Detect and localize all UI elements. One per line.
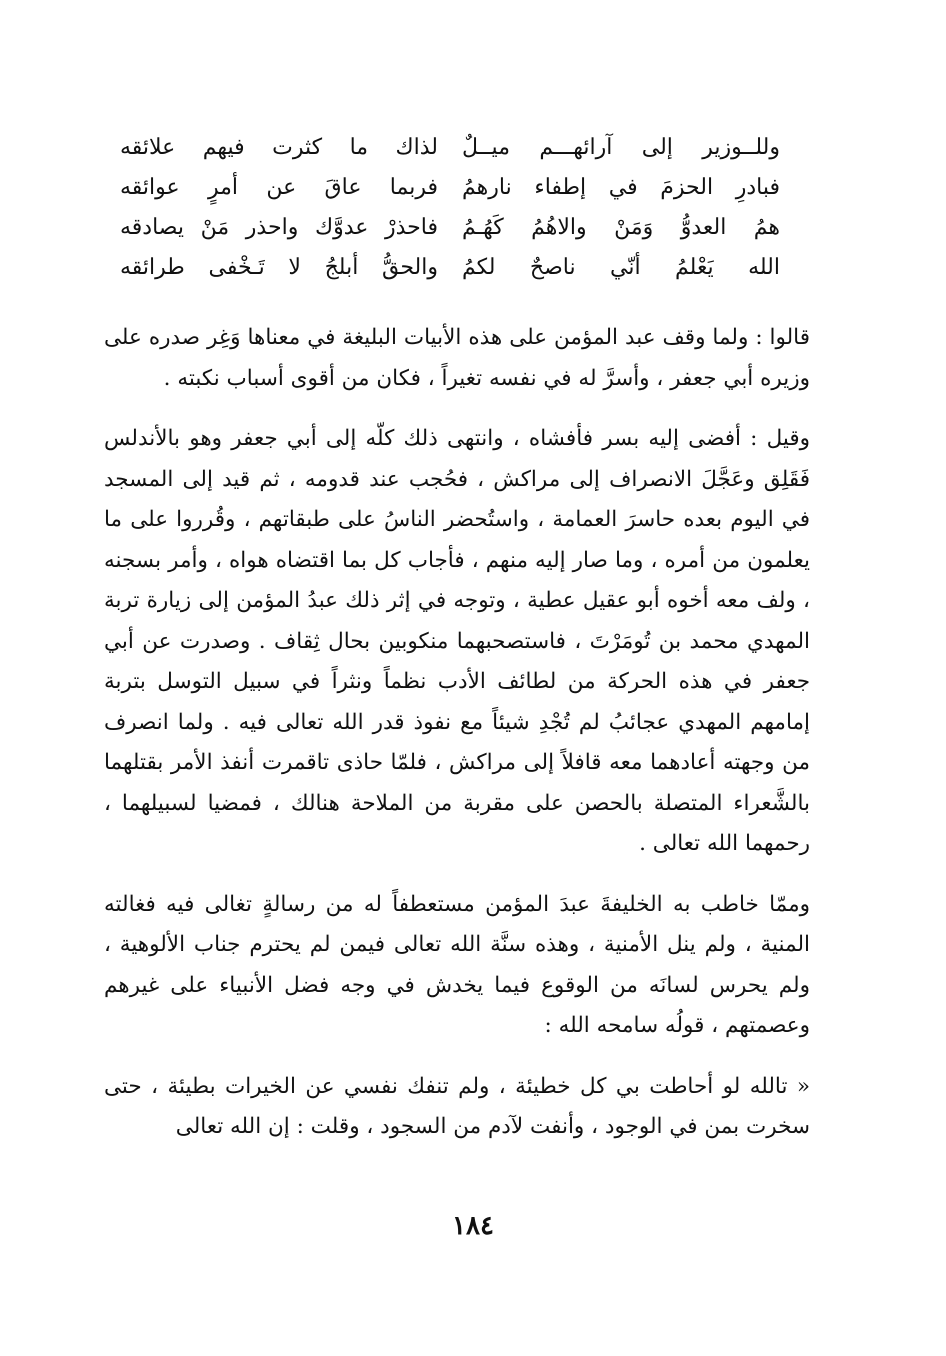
page-number: ١٨٤ xyxy=(452,1211,494,1241)
paragraph: وقيل : أفضى إليه بسر فأفشاه ، وانتهى ذلك كلّه إلى أبي جعفر وهو بالأندلس فَقَلِق وعَجَّلَ الانصراف إلى مراكش ، فحُجب عند قدومه ، ثم قيد إلى المسجد في اليوم بعده حاسرَ العمامة ، واستُحضر الناسُ على طبقاتهم ، وقُرروا على ما يعلمون من أمره ، وما صار إليه منهم ، فأجاب كل بما اقتضاه هواه ، وأمر بسجنه ، ولف معه أخوه أبو عقيل عطية ، وتوجه في إثر ذلك عبدُ المؤمن إلى زيارة تربة المهدي محمد بن تُومَرْتَ ، فاستصحبهما منكوبين بحال ثِقاف . وصدرت عن أبي جعفر في هذه الحركة من لطائف الأدب نظماً ونثراً في سبيل التوسل بتربة إمامهم المهدي عجائبُ لم تُجْدِ شيئاً مع نفوذ قدر الله تعالى فيه . ولما انصرف من وجهته أعادهما معه قافلاً إلى مراكش ، فلمّا حاذى تاقمرت أنفذ الأمر بقتلهما بالشَّعراء المتصلة بالحصن على مقربة من الملاحة هنالك ، فمضيا لسبيلهما ، رحمهما الله تعالى . xyxy=(104,426,810,856)
paragraph: قالوا : ولما وقف عبد المؤمن على هذه الأبيات البليغة في معناها وَغِر صدره على وزيره أبي جعفر ، وأسرَّ له في نفسه تغيراً ، فكان من أقوى أسباب نكبته . xyxy=(104,325,810,391)
verse-second-hemistich: لذاك ما كثرت فيهم علائقه xyxy=(120,135,438,160)
verse-first-hemistich: الله يَعْلمُ أنّي ناصحٌ لكمُ xyxy=(462,255,780,280)
verse-second-hemistich: فربما عاقَ عن أمرٍ عوائقه xyxy=(120,175,438,200)
verse-line xyxy=(120,208,780,248)
verse-line xyxy=(120,248,780,288)
verse-line xyxy=(120,168,780,208)
verse-first-hemistich: همُ العدوُّ وَمَنْ والاهُمُ كَهُـمُ xyxy=(462,215,780,240)
verse-second-hemistich: فاحذرْ عدوَّك واحذر مَنْ يصادقه xyxy=(120,215,438,240)
verse-line xyxy=(120,128,780,168)
poem-verses xyxy=(120,128,780,288)
verse-first-hemistich: فبادرِ الحزمَ في إطفاء نارهمُ xyxy=(462,175,780,200)
verse-first-hemistich: وللــوزير إلى آرائهـــم ميــلٌ xyxy=(462,135,780,160)
paragraph: « تالله لو أحاطت بي كل خطيئة ، ولم تنفك نفسي عن الخيرات بطيئة ، حتى سخرت بمن في الوجود ، وأنفت لآدم من السجود ، وقلت : إن الله تعالى xyxy=(104,1073,810,1139)
verse-second-hemistich: والحقُّ أبلجُ لا تَـخْفى طرائقه xyxy=(120,255,438,280)
paragraph: وممّا خاطب به الخليفةَ عبدَ المؤمن مستعطفاً له من رسالةٍ تغالى فيه فغالته المنية ، ولم ينل الأمنية ، وهذه سنَّة الله تعالى فيمن لم يحترم جناب الألوهية ، ولم يحرس لسانَه من الوقوع فيما يخدش في وجه فضل الأنبياء على غيرهم وعصمتهم ، قولُه سامحه الله : xyxy=(104,891,810,1038)
body-text xyxy=(104,318,810,1168)
